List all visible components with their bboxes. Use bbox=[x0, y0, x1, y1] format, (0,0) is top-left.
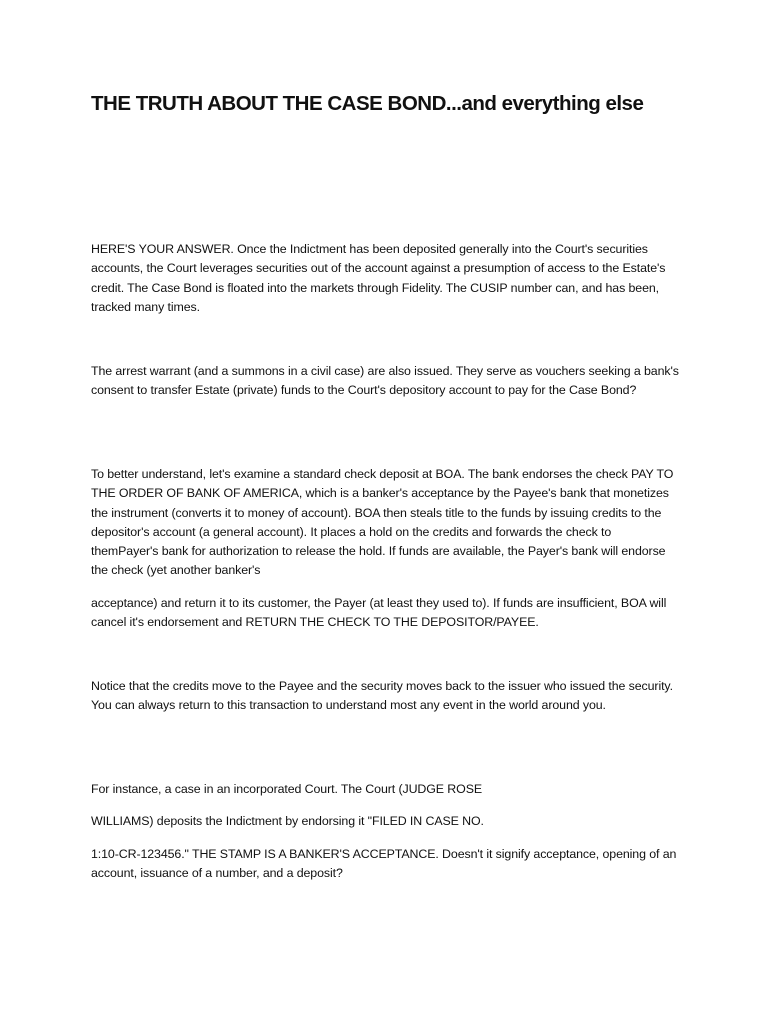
document-title: THE TRUTH ABOUT THE CASE BOND...and everything else bbox=[91, 92, 644, 115]
paragraph-judge-deposit: WILLIAMS) deposits the Indictment by endorsing it "FILED IN CASE NO. bbox=[91, 814, 484, 828]
paragraph-check-deposit: To better understand, let's examine a standard check deposit at BOA. The bank endorses the check PAY TO THE ORDER OF BANK OF AMERICA, which is a banker's acceptance by the Payee's bank that monetizes the instrument (converts it to money of account). BOA then steals title to the funds by issuing credits to the depositor's account (a general account). It places a hold on the credits and forwards the check to themPayer's bank for authorization to release the hold. If funds are available, the Payer's bank will endorse the check (yet another banker's bbox=[91, 467, 674, 578]
paragraph-acceptance: acceptance) and return it to its customer, the Payer (at least they used to). If funds are insufficient, BOA will cancel it's endorsement and RETURN THE CHECK TO THE DEPOSITOR/PAYEE. bbox=[91, 596, 667, 630]
paragraph-stamp: 1:10-CR-123456." THE STAMP IS A BANKER'S ACCEPTANCE. Doesn't it signify acceptance, opening of an account, issuance of a number, and a deposit? bbox=[91, 847, 677, 881]
paragraph-answer: HERE'S YOUR ANSWER. Once the Indictment has been deposited generally into the Court's securities accounts, the Court leverages securities out of the account against a presumption of access to the Estate's credit. The Case Bond is floated into the markets through Fidelity. The CUSIP number can, and has been, tracked many times. bbox=[91, 242, 666, 314]
paragraph-arrest-warrant: The arrest warrant (and a summons in a civil case) are also issued. They serve as vouchers seeking a bank's consent to transfer Estate (private) funds to the Court's depository account to pay for the Case Bond? bbox=[91, 364, 679, 398]
paragraph-incorporated-court: For instance, a case in an incorporated Court. The Court (JUDGE ROSE bbox=[91, 782, 483, 796]
paragraph-credits-move: Notice that the credits move to the Payee and the security moves back to the issuer who issued the security. You can always return to this transaction to understand most any event in the world around you. bbox=[91, 679, 673, 713]
